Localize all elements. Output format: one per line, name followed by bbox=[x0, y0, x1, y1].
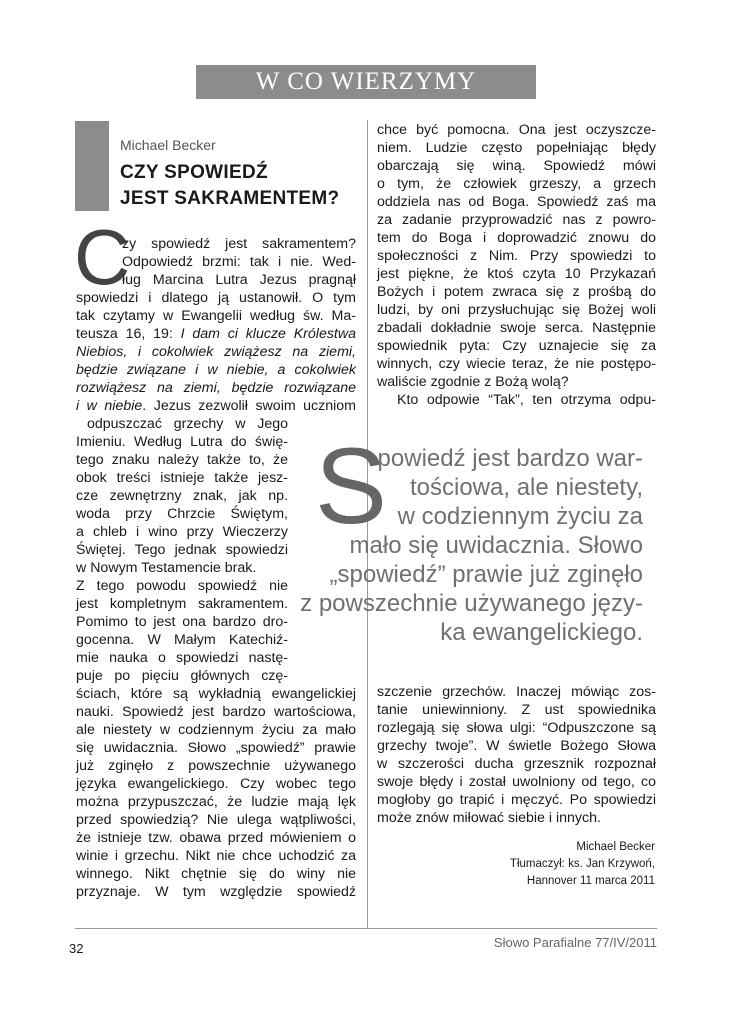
body-line: waliście zgodnie z Bożą wolą? bbox=[377, 374, 569, 390]
body-line: odpuszczać grzechy w Jego bbox=[87, 416, 288, 432]
signature-translator: Tłumaczył: ks. Jan Krzywoń, bbox=[509, 858, 655, 870]
body-line: a chleb i wino przy Wieczerzy bbox=[76, 524, 288, 540]
body-line: jest piękne, że ktoś czyta 10 Przykazań bbox=[377, 266, 656, 282]
body-line: winnego. Nikt chętnie się do winy nie bbox=[76, 866, 356, 882]
drop-cap-letter: C bbox=[74, 213, 131, 301]
body-line: obok treści istnieje także jesz- bbox=[76, 470, 288, 486]
body-text: . Jezus zezwolił swoim uczniom bbox=[142, 398, 356, 414]
body-line: już zginęło z powszechnie używanego bbox=[76, 758, 356, 774]
body-line: o tym, że człowiek grzeszy, a grzech bbox=[377, 176, 656, 192]
body-line: rozlegają się słowa ulgi: “Odpuszczone są bbox=[377, 720, 656, 736]
body-line: spowiedzi i dlatego ją ustanowił. O tym bbox=[76, 290, 356, 306]
body-line: Pomimo to jest ona bardzo dro- bbox=[76, 614, 288, 630]
signature-author: Michael Becker bbox=[576, 841, 655, 853]
body-line: Imieniu. Według Lutra do świę- bbox=[76, 434, 288, 450]
body-line: nauki. Spowiedź jest bardzo wartościowa, bbox=[76, 704, 356, 720]
article-title-line: JEST SAKRAMENTEM? bbox=[120, 188, 340, 209]
body-line: spowiednik pyta: Czy uznajecie się za bbox=[377, 338, 656, 354]
body-line: zy spowiedź jest sakramentem? bbox=[122, 236, 356, 252]
body-line: języka ewangelickiego. Czy wobec tego bbox=[76, 776, 356, 792]
body-line: Świętej. Tego jednak spowiedzi bbox=[76, 542, 288, 558]
pullquote-line: z powszechnie używanego języ- bbox=[300, 590, 643, 617]
body-line: oddziela nas od Boga. Spowiedź zaś ma bbox=[377, 194, 656, 210]
body-line: gocenna. W Małym Katechiź- bbox=[76, 632, 288, 648]
pullquote-line: powiedź jest bardzo war- bbox=[377, 445, 643, 472]
pullquote-line: „spowiedź” prawie już zginęło bbox=[329, 561, 643, 588]
body-line: tak czytamy w Ewangelii według św. Ma- bbox=[76, 308, 356, 324]
body-line: jest kompletnym sakramentem. bbox=[76, 596, 288, 612]
body-line: przyznaje. W tym względzie spowiedź bbox=[76, 884, 356, 900]
body-line: Kto odpowie “Tak”, ten otrzyma odpu- bbox=[397, 392, 656, 408]
article-title-line: CZY SPOWIEDŹ bbox=[120, 162, 268, 183]
body-text: teusza 16, 19: bbox=[76, 326, 181, 342]
body-line: chce być pomocna. Ona jest oczyszcze- bbox=[377, 122, 656, 138]
publication-title: Słowo Parafialne 77/IV/2011 bbox=[493, 935, 657, 950]
body-line: obarczają się winą. Spowiedź mówi bbox=[377, 158, 656, 174]
page-number: 32 bbox=[69, 941, 84, 956]
body-line: niem. Ludzie często popełniając błędy bbox=[377, 140, 656, 156]
body-line: zbadali dokładnie swoje serca. Następnie bbox=[377, 320, 656, 336]
body-line: cze zewnętrzny znak, jak np. bbox=[76, 488, 288, 504]
bible-quote-line: rozwiążesz na ziemi, będzie rozwiązane bbox=[76, 380, 356, 396]
body-line: w szczerości ducha grzesznik rozpoznał bbox=[377, 756, 656, 772]
body-line: że istnieje tzw. obawa przed mówieniem o bbox=[76, 830, 356, 846]
body-line: ściach, które są wykładnią ewangelickiej bbox=[76, 686, 356, 702]
body-line: przed spowiedzią? Nie ulega wątpliwości, bbox=[76, 812, 356, 828]
body-line: szczenie grzechów. Inaczej mówiąc zos- bbox=[377, 684, 656, 700]
body-line: swoje błędy i został uwolniony od tego, co bbox=[377, 774, 656, 790]
body-line: ludzi, by oni przysłuchując się Bożej woli bbox=[377, 302, 656, 318]
bible-quote: I dam ci klucze Królestwa bbox=[180, 326, 357, 342]
pullquote-line: ka ewangelickiego. bbox=[440, 619, 643, 646]
body-line: w Nowym Testamencie brak. bbox=[76, 560, 257, 576]
body-line: tanie uniewinniony. Z ust spowiednika bbox=[377, 702, 656, 718]
section-banner: W CO WIERZYMY bbox=[196, 65, 536, 99]
body-line bbox=[76, 397, 356, 415]
title-accent-bar bbox=[75, 121, 109, 211]
body-line: mogłoby go trapić i męczyć. Po spowiedzi bbox=[377, 792, 656, 808]
pullquote-drop-cap: S bbox=[315, 425, 388, 546]
article-title bbox=[120, 160, 339, 212]
body-line: społeczności z Nim. Przy spowiedzi to bbox=[377, 248, 656, 264]
body-line: za zadanie przyprowadzić nas z powro- bbox=[377, 212, 656, 228]
body-line: puje po pięciu głównych czę- bbox=[76, 668, 288, 684]
body-line: Bożych i potem zwraca się z prośbą do bbox=[377, 284, 656, 300]
article-author: Michael Becker bbox=[120, 137, 216, 153]
bible-quote-line: będzie związane i w niebie, a cokolwiek bbox=[76, 362, 356, 378]
body-line: się uwidacznia. Słowo „spowiedź” prawie bbox=[76, 740, 356, 756]
bible-quote-line: Niebios, i cokolwiek zwiążesz na ziemi, bbox=[76, 344, 356, 360]
bible-quote: i w niebie bbox=[76, 398, 143, 414]
body-line: mie nauka o spowiedzi nastę- bbox=[76, 650, 288, 666]
body-line: grzechy twoje”. W świetle Bożego Słowa bbox=[377, 738, 656, 754]
signature-place-date: Hannover 11 marca 2011 bbox=[526, 875, 655, 887]
body-line: Z tego powodu spowiedź nie bbox=[76, 578, 288, 594]
body-line: winie i grzechu. Nikt nie chce uchodzić za bbox=[76, 848, 356, 864]
footer-rule bbox=[75, 928, 657, 929]
body-line: tem do Boga i doprowadzić znowu do bbox=[377, 230, 656, 246]
body-line: winnych, czy wiecie teraz, że nie postępo- bbox=[377, 356, 656, 372]
pullquote-line: tościowa, ale niestety, bbox=[409, 474, 643, 501]
body-line: woda przy Chrzcie Świętym, bbox=[76, 506, 288, 522]
body-line: może znów miłować siebie i innych. bbox=[377, 810, 601, 826]
body-line: można przypuszczać, że ludzie mają lęk bbox=[76, 794, 356, 810]
body-line: tego znaku należy także to, że bbox=[76, 452, 288, 468]
pullquote-line: mało się uwidacznia. Słowo bbox=[349, 532, 643, 559]
body-line: ale niestety w codziennym życiu za mało bbox=[76, 722, 356, 738]
body-line: ług Marcina Lutra Jezus pragnął bbox=[122, 272, 356, 288]
body-line: Odpowiedź brzmi: tak i nie. Wed- bbox=[122, 254, 356, 270]
pullquote-line: w codziennym życiu za bbox=[397, 503, 643, 530]
body-line bbox=[76, 325, 356, 343]
